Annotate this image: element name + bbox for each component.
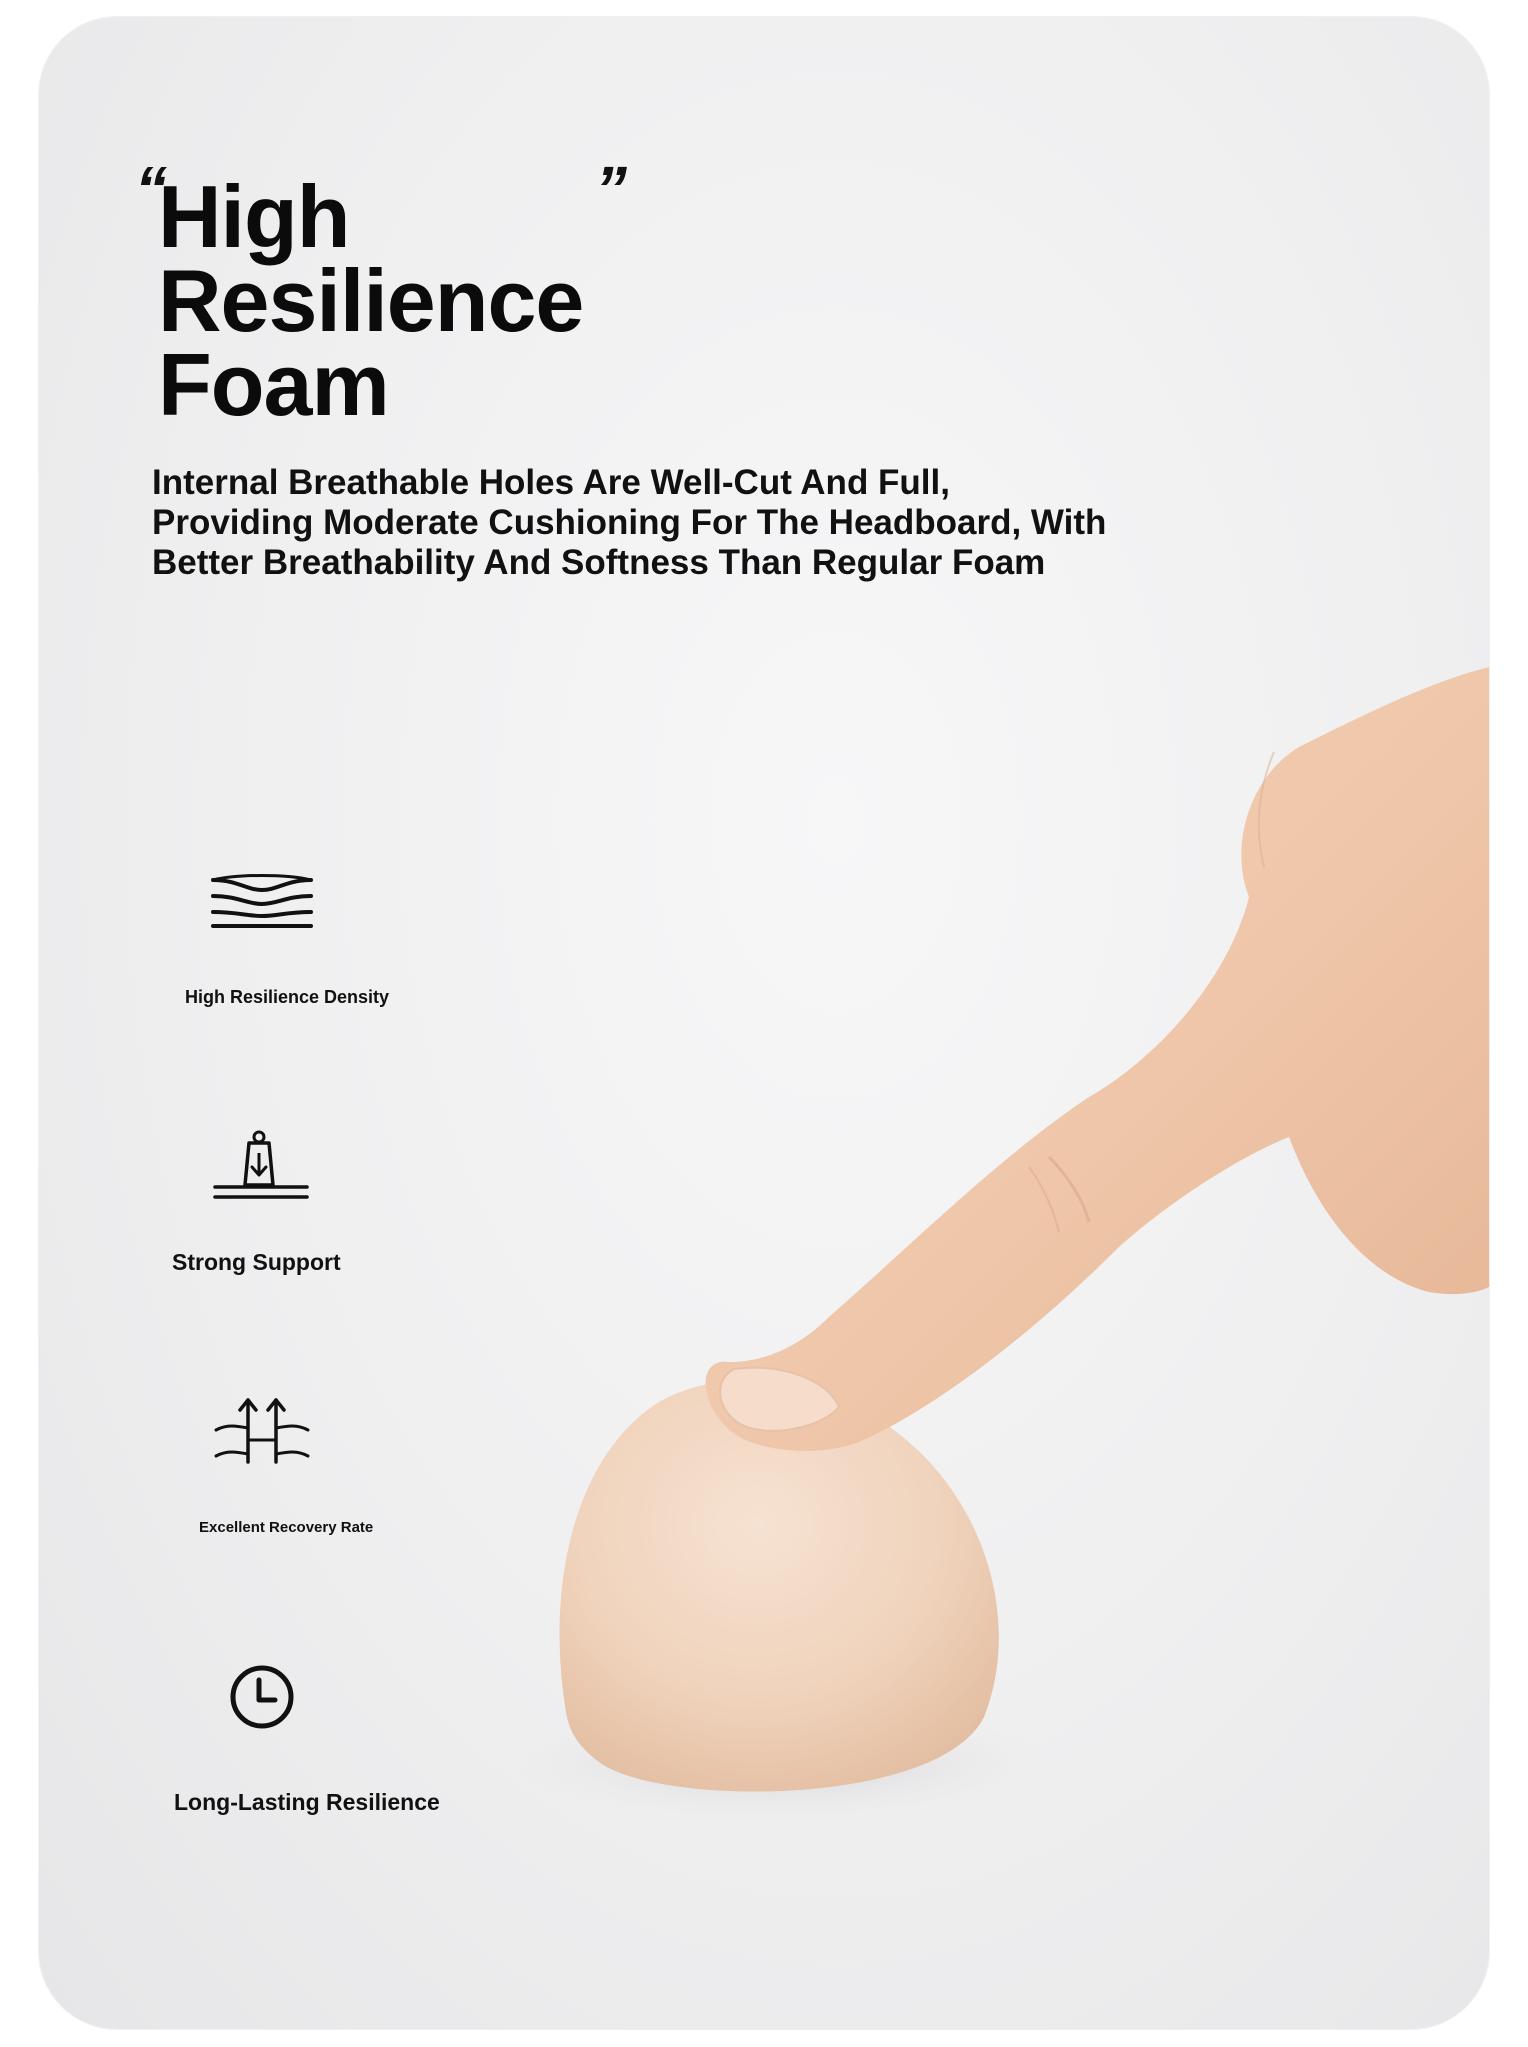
recovery-arrows-icon: [212, 1392, 312, 1467]
subtitle: [152, 463, 1252, 583]
title-line: Foam: [158, 335, 389, 434]
feature-label: Strong Support: [172, 1249, 341, 1275]
feature-label: Excellent Recovery Rate: [199, 1519, 374, 1536]
subtitle-line: Providing Moderate Cushioning For The Headboard, With: [152, 503, 1107, 542]
hand: [706, 667, 1489, 1451]
title-line: High: [158, 167, 350, 266]
subtitle-line: Internal Breathable Holes Are Well-Cut And Full,: [152, 463, 950, 502]
clock-icon: [227, 1662, 297, 1732]
page-title: [158, 167, 584, 434]
feature-label: Long-Lasting Resilience: [174, 1789, 440, 1815]
title-line: Resilience: [158, 251, 584, 350]
close-quote-mark: ”: [595, 153, 627, 225]
layered-foam-icon: [207, 872, 317, 932]
feature-label: High Resilience Density: [185, 987, 390, 1007]
product-card: [39, 17, 1489, 2029]
open-quote-mark: “: [135, 153, 167, 225]
weight-support-icon: [211, 1127, 311, 1207]
subtitle-line: Better Breathability And Softness Than Regular Foam: [152, 543, 1046, 582]
